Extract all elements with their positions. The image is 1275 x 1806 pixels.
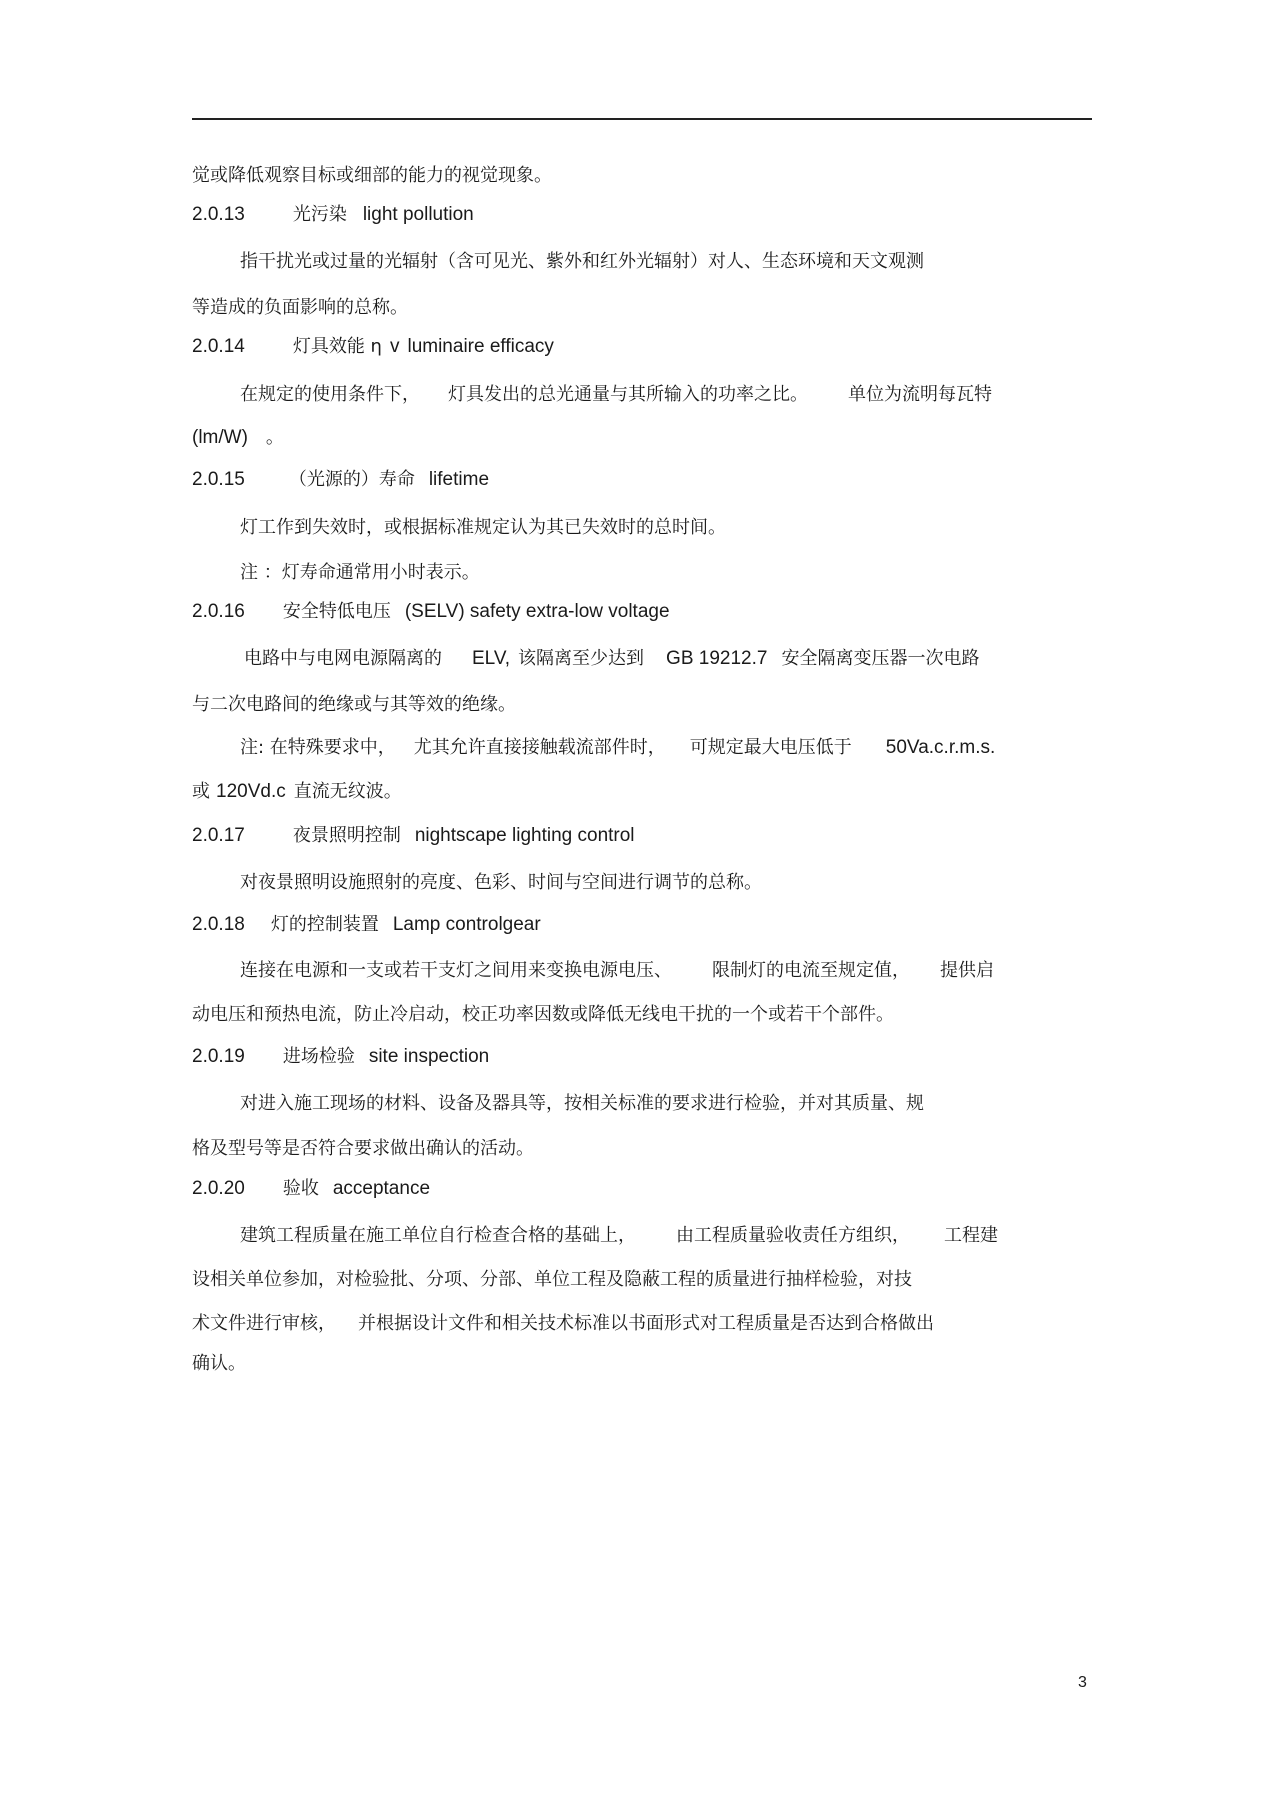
term-2-0-17: 2.0.17 夜景照明控制 nightscape lighting control	[192, 825, 635, 846]
header-rule	[192, 118, 1092, 120]
text-line: 等造成的负面影响的总称。	[192, 297, 408, 318]
text-line: (lm/W) 。	[192, 427, 284, 448]
term-2-0-13: 2.0.13 光污染 light pollution	[192, 204, 474, 225]
text-line: 指干扰光或过量的光辐射（含可见光、紫外和红外光辐射）对人、生态环境和天文观测	[240, 251, 924, 272]
note-line: 注 ：灯寿命通常用小时表示。	[240, 562, 480, 583]
text-line: 觉或降低观察目标或细部的能力的视觉现象。	[192, 165, 552, 186]
text-line: 确认。	[192, 1353, 246, 1374]
term-2-0-15: 2.0.15 （光源的）寿命 lifetime	[192, 469, 490, 490]
term-2-0-16: 2.0.16 安全特低电压 (SELV) safety extra-low voltage	[192, 601, 670, 622]
text-line: 对夜景照明设施照射的亮度、色彩、时间与空间进行调节的总称。	[240, 872, 762, 893]
note-line: 或 120Vd.c 直流无纹波。	[192, 781, 402, 802]
text-line: 电路中与电网电源隔离的 ELV, 该隔离至少达到 GB 19212.7 安全隔离变压器一次电路	[244, 648, 980, 669]
term-2-0-20: 2.0.20 验收 acceptance	[192, 1178, 431, 1199]
text-line: 格及型号等是否符合要求做出确认的活动。	[192, 1138, 534, 1159]
text-line: 与二次电路间的绝缘或与其等效的绝缘。	[192, 694, 516, 715]
page-number: 3	[1078, 1674, 1087, 1691]
text-line: 在规定的使用条件下， 灯具发出的总光通量与其所输入的功率之比。 单位为流明每瓦特	[240, 384, 992, 405]
text-line: 建筑工程质量在施工单位自行检查合格的基础上， 由工程质量验收责任方组织， 工程建	[240, 1225, 998, 1246]
text-line: 对进入施工现场的材料、设备及器具等，按相关标准的要求进行检验，并对其质量、规	[240, 1093, 924, 1114]
term-2-0-19: 2.0.19 进场检验 site inspection	[192, 1046, 490, 1067]
text-line: 术文件进行审核， 并根据设计文件和相关技术标准以书面形式对工程质量是否达到合格做出	[192, 1313, 934, 1334]
term-2-0-18: 2.0.18 灯的控制装置 Lamp controlgear	[192, 914, 541, 935]
note-line: 注: 在特殊要求中， 尤其允许直接接触载流部件时， 可规定最大电压低于 50Va.c.r.m.s.	[240, 737, 996, 758]
text-line: 动电压和预热电流，防止冷启动，校正功率因数或降低无线电干扰的一个或若干个部件。	[192, 1004, 894, 1025]
term-2-0-14: 2.0.14 灯具效能 η v luminaire efficacy	[192, 336, 554, 357]
text-line: 设相关单位参加，对检验批、分项、分部、单位工程及隐蔽工程的质量进行抽样检验，对技	[192, 1269, 912, 1290]
text-line: 连接在电源和一支或若干支灯之间用来变换电源电压、 限制灯的电流至规定值， 提供启	[240, 960, 994, 981]
text-line: 灯工作到失效时，或根据标准规定认为其已失效时的总时间。	[240, 517, 726, 538]
